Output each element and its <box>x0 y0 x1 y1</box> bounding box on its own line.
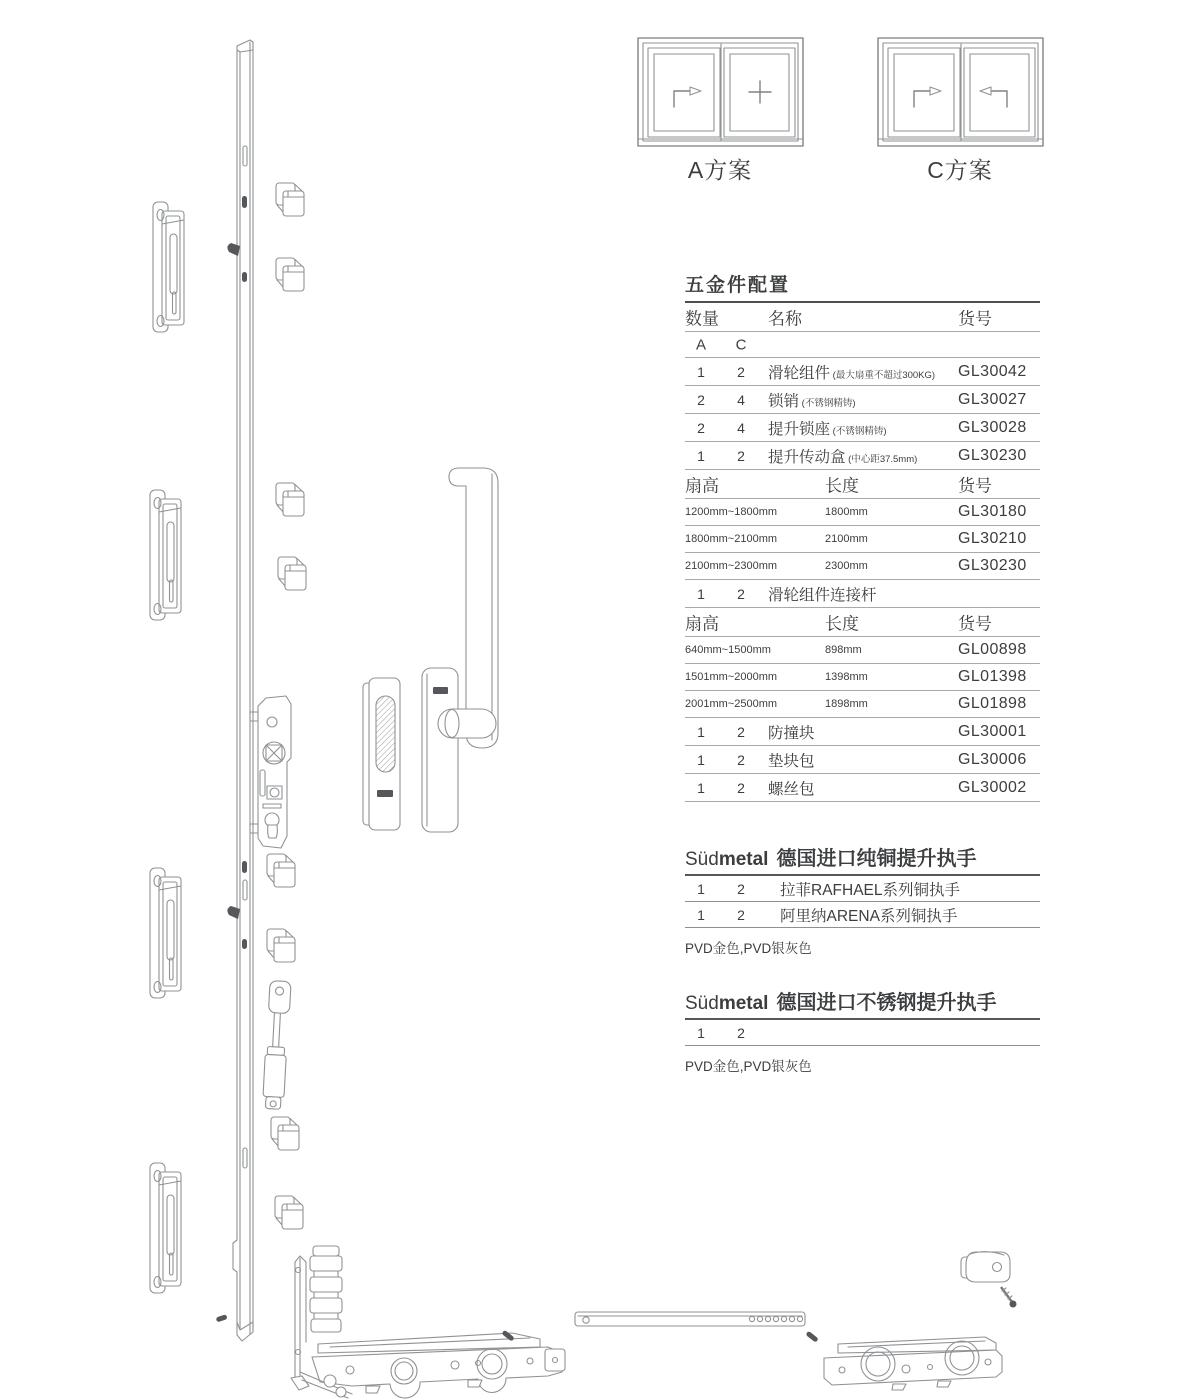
table-row <box>685 774 1040 802</box>
qty-c: 2 <box>737 447 745 464</box>
part-code: GL30028 <box>958 418 1027 436</box>
clip-block-drawing <box>276 258 304 291</box>
table-header-row <box>685 303 1040 332</box>
brand-logo-bold: metal <box>718 849 769 870</box>
part-name: 提升锁座 (不锈钢精铸) <box>768 420 887 438</box>
table-row <box>685 442 1040 470</box>
qty-c: 2 <box>737 751 745 768</box>
qty-c: 2 <box>737 585 745 602</box>
lock-rail-drawing <box>216 40 253 1341</box>
table-row <box>685 553 1040 580</box>
bottom-track-drawing <box>312 1330 565 1398</box>
col-header-c: C <box>735 336 747 353</box>
table-row <box>685 876 1040 902</box>
sash-height: 1501mm~2000mm <box>685 671 778 683</box>
part-code: GL30230 <box>958 557 1027 574</box>
qty-a: 1 <box>697 447 705 464</box>
qty-c: 2 <box>737 1024 745 1041</box>
part-name: 提升传动盒 (中心距37.5mm) <box>768 448 918 466</box>
scheme-c-window <box>878 38 1043 146</box>
col-header-length: 长度 <box>825 614 859 634</box>
steel-finish-note: PVD金色,PVD银灰色 <box>685 1059 812 1074</box>
flush-pull-drawing <box>363 678 400 830</box>
keep-plate-drawing <box>153 202 184 332</box>
qty-a: 1 <box>697 880 705 897</box>
brand-logo-bold: metal <box>718 993 769 1014</box>
brass-rows <box>685 876 1040 928</box>
part-code: GL30027 <box>958 390 1027 408</box>
sash-height: 2100mm~2300mm <box>685 560 778 572</box>
anti-collision-block-drawing <box>961 1252 1010 1282</box>
part-code: GL30002 <box>958 778 1027 796</box>
table-row <box>685 691 1040 718</box>
bellows-drawing <box>310 1246 342 1332</box>
part-name: 垫块包 <box>768 752 815 770</box>
qty-c: 2 <box>737 906 745 923</box>
col-header-code: 货号 <box>958 476 992 496</box>
sash-height: 2001mm~2500mm <box>685 698 778 710</box>
qty-a: 1 <box>697 751 705 768</box>
sash-height: 1800mm~2100mm <box>685 533 778 545</box>
clip-block-drawing <box>276 183 304 216</box>
hardware-table <box>685 270 1040 802</box>
length: 2100mm <box>825 533 868 545</box>
steel-rows <box>685 1020 1040 1046</box>
clip-block-drawing <box>275 1196 303 1229</box>
screw-drawing <box>1001 1287 1017 1308</box>
scheme-a-window <box>638 38 803 146</box>
clip-block-drawing <box>271 1117 299 1150</box>
col-header-a: A <box>695 336 706 353</box>
table-row <box>685 580 1040 608</box>
table-row <box>685 718 1040 746</box>
col-header-name: 名称 <box>768 309 802 329</box>
qty-a: 2 <box>697 391 705 408</box>
hardware-table-title: 五金件配置 <box>685 270 1040 303</box>
brass-handles-section <box>685 842 1040 957</box>
keep-plate-drawing <box>150 1163 181 1293</box>
qty-a: 1 <box>697 1024 705 1041</box>
length: 1898mm <box>825 698 868 710</box>
brass-finish-note: PVD金色,PVD银灰色 <box>685 941 812 956</box>
part-code: GL30001 <box>958 722 1027 740</box>
clip-block-drawing <box>267 854 295 887</box>
slide-right-arrow-icon <box>674 87 701 107</box>
brand-logo-light: Süd <box>685 849 719 870</box>
table-row <box>685 637 1040 664</box>
col-header-code: 货号 <box>958 309 992 329</box>
keep-plate-drawing <box>150 868 181 998</box>
table-row <box>685 664 1040 691</box>
qty-a: 1 <box>697 779 705 796</box>
roller-assembly-drawing <box>824 1337 1002 1390</box>
fixed-plus-icon <box>749 81 771 103</box>
table-row <box>685 470 1040 499</box>
part-name: 锁销 (不锈钢精铸) <box>768 392 856 410</box>
qty-a: 1 <box>697 363 705 380</box>
hardware-table-rows <box>685 358 1040 802</box>
clip-block-drawing <box>267 929 295 962</box>
table-row <box>685 746 1040 774</box>
table-row <box>685 608 1040 637</box>
table-ac-row <box>685 332 1040 358</box>
sash-height: 1200mm~1800mm <box>685 506 778 518</box>
col-header-qty: 数量 <box>685 309 719 329</box>
brand-logo-light: Süd <box>685 993 719 1014</box>
table-row <box>685 414 1040 442</box>
slide-left-arrow-icon <box>980 87 1007 107</box>
steel-section-heading: 德国进口不锈钢提升执手 <box>776 992 997 1014</box>
part-code: GL30210 <box>958 530 1027 547</box>
part-code: GL30006 <box>958 750 1027 768</box>
connecting-rod-drawing <box>262 981 291 1110</box>
part-code: GL00898 <box>958 641 1027 658</box>
steel-section-title <box>685 986 1040 1020</box>
part-code: GL30042 <box>958 362 1027 380</box>
slide-right-arrow-icon <box>914 87 941 107</box>
length: 1800mm <box>825 506 868 518</box>
scheme-c-label: C方案 <box>927 157 993 183</box>
table-row <box>685 1020 1040 1046</box>
col-header-sash-height: 扇高 <box>685 614 719 634</box>
part-code: GL01398 <box>958 668 1027 685</box>
col-header-sash-height: 扇高 <box>685 476 719 496</box>
clip-block-drawing <box>276 483 304 516</box>
length: 1398mm <box>825 671 868 683</box>
part-code: GL30230 <box>958 446 1027 464</box>
qty-c: 2 <box>737 363 745 380</box>
part-name: 螺丝包 <box>768 780 815 798</box>
part-name: 防撞块 <box>768 724 815 742</box>
col-header-code: 货号 <box>958 614 992 634</box>
connector-bar-drawing <box>575 1312 819 1343</box>
table-row <box>685 386 1040 414</box>
clip-block-drawing <box>278 557 306 590</box>
part-code: GL01898 <box>958 695 1027 712</box>
sash-height: 640mm~1500mm <box>685 644 771 656</box>
qty-c: 4 <box>737 419 745 436</box>
qty-c: 2 <box>737 723 745 740</box>
brass-section-heading: 德国进口纯铜提升执手 <box>776 848 977 870</box>
table-row <box>685 526 1040 553</box>
qty-c: 4 <box>737 391 745 408</box>
length: 898mm <box>825 644 862 656</box>
length: 2300mm <box>825 560 868 572</box>
lift-handle-drawing <box>422 468 498 832</box>
table-row <box>685 358 1040 386</box>
qty-a: 1 <box>697 723 705 740</box>
part-name: 阿里纳ARENA系列铜执手 <box>780 907 958 925</box>
qty-c: 2 <box>737 779 745 796</box>
qty-a: 2 <box>697 419 705 436</box>
keep-plate-drawing <box>150 490 181 620</box>
qty-c: 2 <box>737 880 745 897</box>
brass-section-title <box>685 842 1040 876</box>
steel-handles-section <box>685 986 1040 1075</box>
scheme-a-label: A方案 <box>687 157 753 183</box>
part-name: 滑轮组件连接杆 <box>768 586 877 604</box>
part-name: 滑轮组件 (最大扇重不超过300KG) <box>768 364 936 382</box>
qty-a: 1 <box>697 585 705 602</box>
table-row <box>685 499 1040 526</box>
part-name: 拉菲RAFHAEL系列铜执手 <box>780 881 960 899</box>
gearbox-drawing <box>250 696 291 848</box>
table-row <box>685 902 1040 928</box>
col-header-length: 长度 <box>825 476 859 496</box>
part-code: GL30180 <box>958 503 1027 520</box>
qty-a: 1 <box>697 906 705 923</box>
